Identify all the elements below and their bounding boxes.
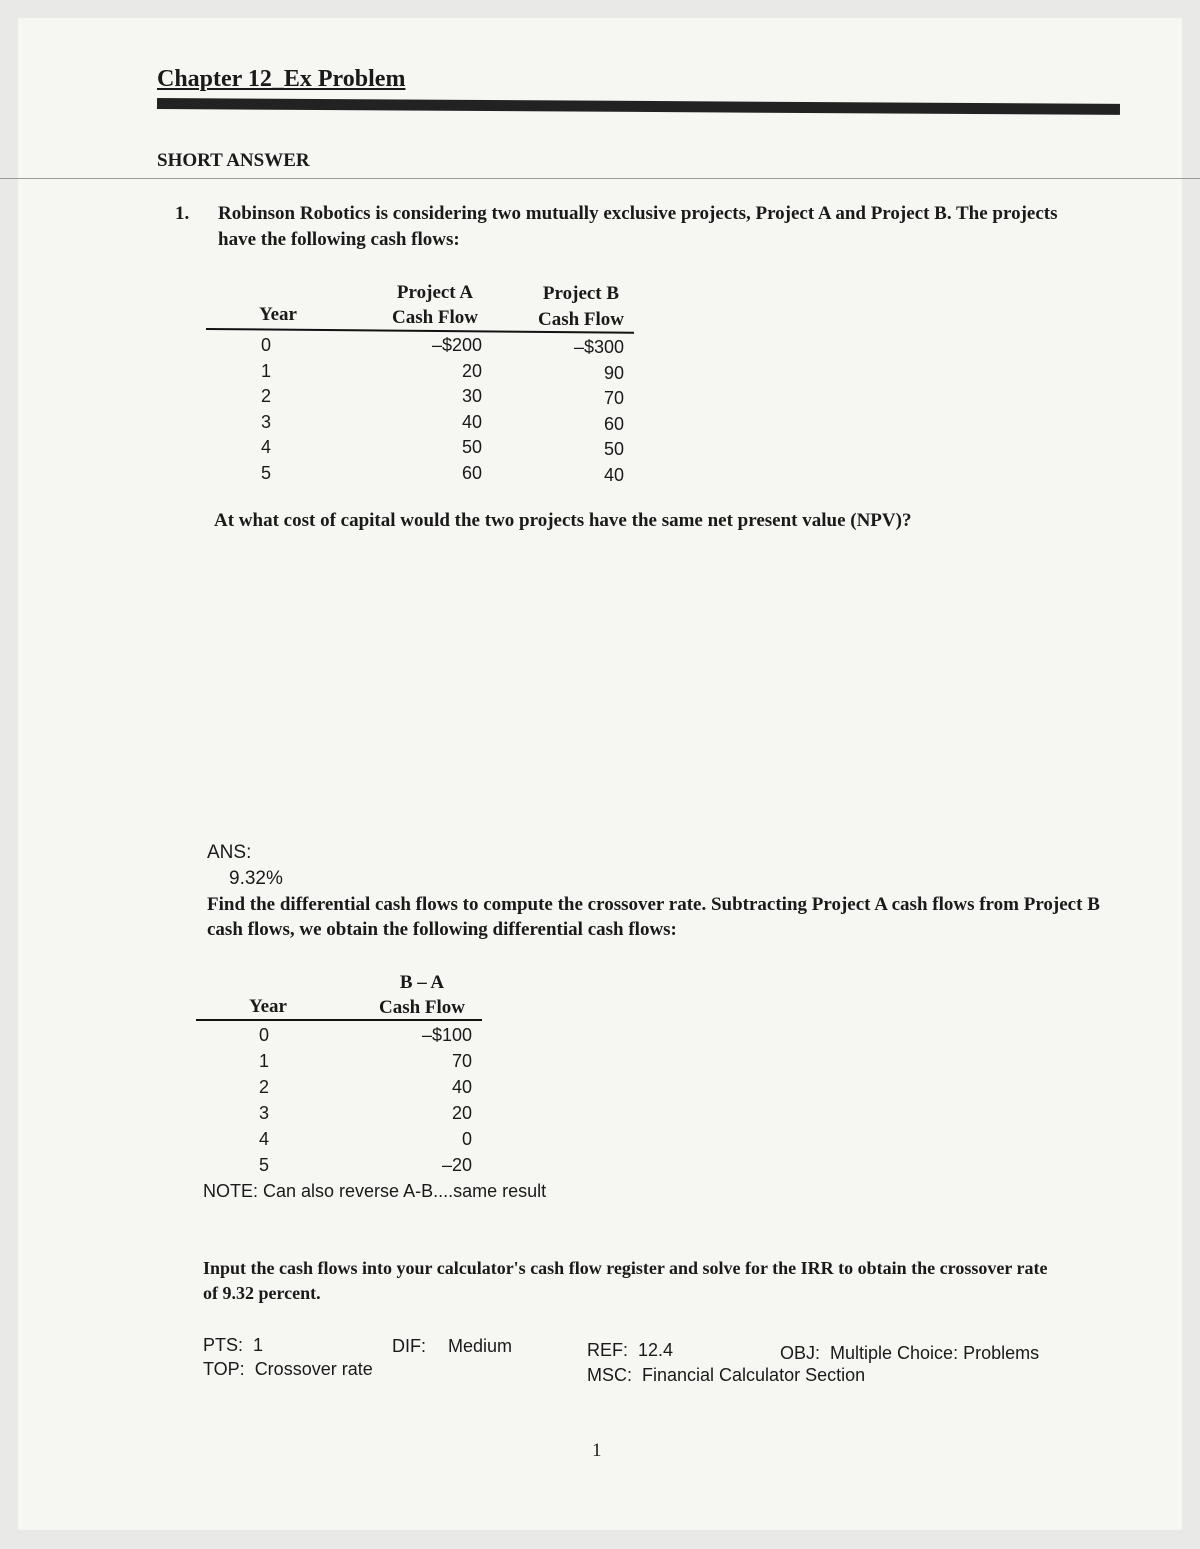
obj-value: Multiple Choice: Problems [830, 1343, 1040, 1363]
project-b-cash-cell: 60 [603, 413, 624, 434]
diff-header-rule [196, 1019, 482, 1021]
answer-label: ANS: [207, 842, 252, 863]
pts-label: PTS: [203, 1335, 244, 1355]
dif-value: Medium [448, 1336, 513, 1356]
ref-field [587, 1340, 673, 1361]
cash-flow-year-cell: 2 [260, 386, 271, 406]
answer-instruction: Input the cash flows into your calculator's cash flow register and solve for the IRR to obtain the crossover rate of 9.32 percent. [203, 1258, 1048, 1303]
pts-field [203, 1335, 263, 1356]
diff-header-line2: Cash Flow [378, 997, 466, 1018]
diff-year-cell: 4 [258, 1129, 269, 1149]
diff-header-line1: B – A [399, 972, 445, 993]
project-a-cash-cell: 50 [461, 437, 482, 457]
msc-field [587, 1365, 865, 1386]
diff-cash-cell: 0 [461, 1129, 472, 1149]
cash-flow-year-cell: 4 [260, 437, 271, 457]
cash-flow-year-cell: 0 [260, 335, 271, 355]
obj-label: OBJ: [780, 1343, 821, 1363]
project-b-cash-cell: –$300 [573, 337, 624, 357]
cash-flow-year-cell: 1 [260, 360, 271, 381]
answer-explanation: Find the differential cash flows to compute the crossover rate. Subtracting Project A cash flows from Project B cash flows, we obtain the following differential cash flows: [207, 894, 1100, 940]
question-prompt: At what cost of capital would the two projects have the same net present value (NPV)? [214, 510, 912, 531]
project-b-header-line2: Cash Flow [537, 309, 625, 330]
project-a-header-line2: Cash Flow [391, 307, 479, 328]
project-a-cash-cell: 30 [461, 386, 482, 406]
msc-value: Financial Calculator Section [642, 1365, 866, 1385]
diff-year-header: Year [249, 996, 287, 1017]
diff-year-cell: 3 [258, 1103, 269, 1123]
project-a-cash-cell: 20 [461, 360, 482, 381]
top-label: TOP: [203, 1359, 245, 1379]
question-text: Robinson Robotics is considering two mutually exclusive projects, Project A and Project B. The projects have the following cash flows: [218, 203, 1058, 250]
diff-year-cell: 5 [258, 1155, 269, 1175]
cash-flow-year-cell: 5 [260, 462, 271, 483]
ref-value: 12.4 [638, 1340, 674, 1360]
page-number: 1 [592, 1440, 602, 1461]
section-heading: SHORT ANSWER [157, 150, 310, 171]
diff-cash-cell: –$100 [421, 1025, 472, 1045]
top-field [203, 1359, 373, 1380]
top-value: Crossover rate [254, 1359, 373, 1379]
diff-year-cell: 2 [258, 1077, 269, 1097]
project-a-cash-cell: 60 [461, 462, 482, 483]
dif-label: DIF: [392, 1336, 426, 1356]
project-a-header-line1: Project A [396, 282, 474, 303]
diff-year-cell: 1 [258, 1051, 269, 1071]
year-header: Year [259, 304, 297, 325]
project-a-cash-cell: 40 [461, 411, 482, 432]
project-b-cash-cell: 90 [603, 362, 624, 383]
answer-note: NOTE: Can also reverse A-B....same result [203, 1181, 547, 1201]
project-b-cash-cell: 50 [603, 439, 624, 459]
diff-year-cell: 0 [258, 1025, 269, 1045]
diff-cash-cell: 70 [451, 1051, 472, 1071]
project-b-cash-cell: 40 [603, 464, 624, 485]
pts-value: 1 [253, 1335, 264, 1355]
question-number: 1. [175, 203, 190, 224]
answer-value: 9.32% [229, 868, 283, 889]
diff-cash-cell: 40 [451, 1077, 472, 1097]
ref-label: REF: [587, 1340, 629, 1360]
project-b-cash-cell: 70 [603, 388, 624, 408]
project-a-cash-cell: –$200 [431, 335, 482, 355]
section-divider [0, 178, 1200, 179]
diff-cash-cell: 20 [451, 1103, 472, 1123]
dif-field [392, 1336, 512, 1357]
chapter-title: Chapter 12_Ex Problem [157, 66, 406, 92]
project-b-header-line1: Project B [542, 283, 620, 304]
obj-field [780, 1343, 1039, 1364]
diff-cash-cell: –20 [441, 1155, 472, 1175]
cash-flow-year-cell: 3 [260, 411, 271, 432]
msc-label: MSC: [587, 1365, 632, 1385]
